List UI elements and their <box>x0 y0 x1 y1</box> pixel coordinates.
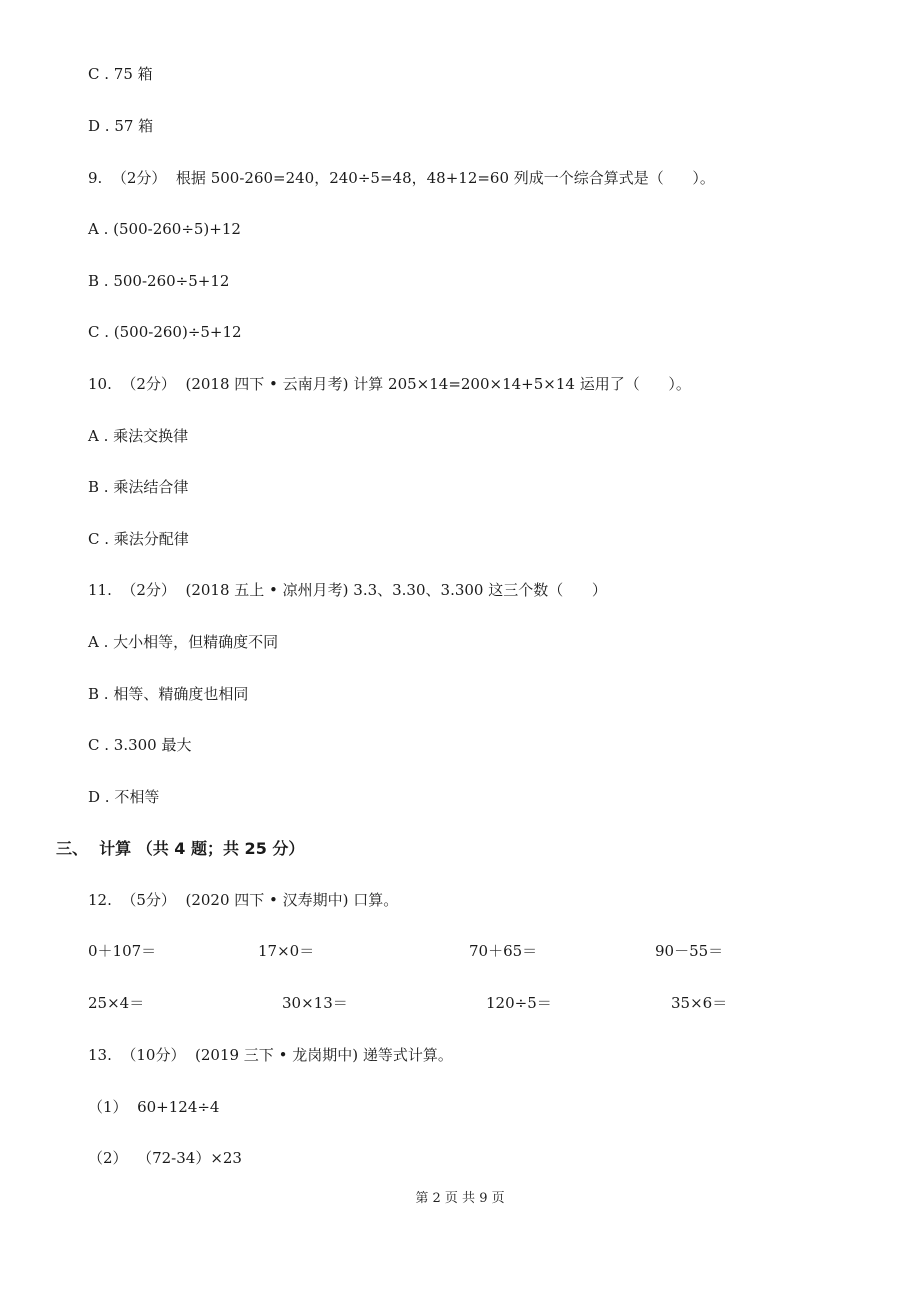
q12-item: 35×6＝ <box>671 994 728 1012</box>
section-heading: 三、 计算 （共 4 题；共 25 分） <box>56 839 305 858</box>
q13-part-1: （1） 60+124÷4 <box>88 1098 220 1116</box>
q12-item: 17×0＝ <box>258 942 315 960</box>
q10-option-a: A . 乘法交换律 <box>88 427 189 445</box>
q9-option-c: C . (500-260)÷5+12 <box>88 323 242 341</box>
q11-option-b: B . 相等、精确度也相同 <box>88 685 249 703</box>
q13-part-2: （2） （72-34）×23 <box>88 1149 242 1167</box>
q8-option-c: C . 75 箱 <box>88 65 153 83</box>
q10-stem: 10. （2分） (2018 四下 • 云南月考) 计算 205×14=200×14+5×14 运用了（ ）。 <box>88 375 691 393</box>
q11-option-d: D . 不相等 <box>88 788 160 806</box>
q11-option-c: C . 3.300 最大 <box>88 736 192 754</box>
q12-item: 25×4＝ <box>88 994 145 1012</box>
q9-option-a: A . (500-260÷5)+12 <box>88 220 241 238</box>
q10-option-c: C . 乘法分配律 <box>88 530 189 548</box>
q11-stem: 11. （2分） (2018 五上 • 凉州月考) 3.3、3.30、3.300 这三个数（ ） <box>88 581 607 599</box>
q12-stem: 12. （5分） (2020 四下 • 汉寿期中) 口算。 <box>88 891 399 909</box>
q9-stem: 9. （2分） 根据 500-260=240，240÷5=48，48+12=60 列成一个综合算式是（ ）。 <box>88 169 715 187</box>
q12-item: 30×13＝ <box>282 994 348 1012</box>
q12-item: 0＋107＝ <box>88 942 157 960</box>
q12-item: 120÷5＝ <box>486 994 552 1012</box>
q13-stem: 13. （10分） (2019 三下 • 龙岗期中) 递等式计算。 <box>88 1046 453 1064</box>
q12-item: 70＋65＝ <box>469 942 538 960</box>
page-number: 第 2 页 共 9 页 <box>415 1191 505 1206</box>
q12-item: 90－55＝ <box>655 942 724 960</box>
q10-option-b: B . 乘法结合律 <box>88 478 189 496</box>
q9-option-b: B . 500-260÷5+12 <box>88 272 230 290</box>
q8-option-d: D . 57 箱 <box>88 117 154 135</box>
q11-option-a: A . 大小相等，但精确度不同 <box>88 633 279 651</box>
